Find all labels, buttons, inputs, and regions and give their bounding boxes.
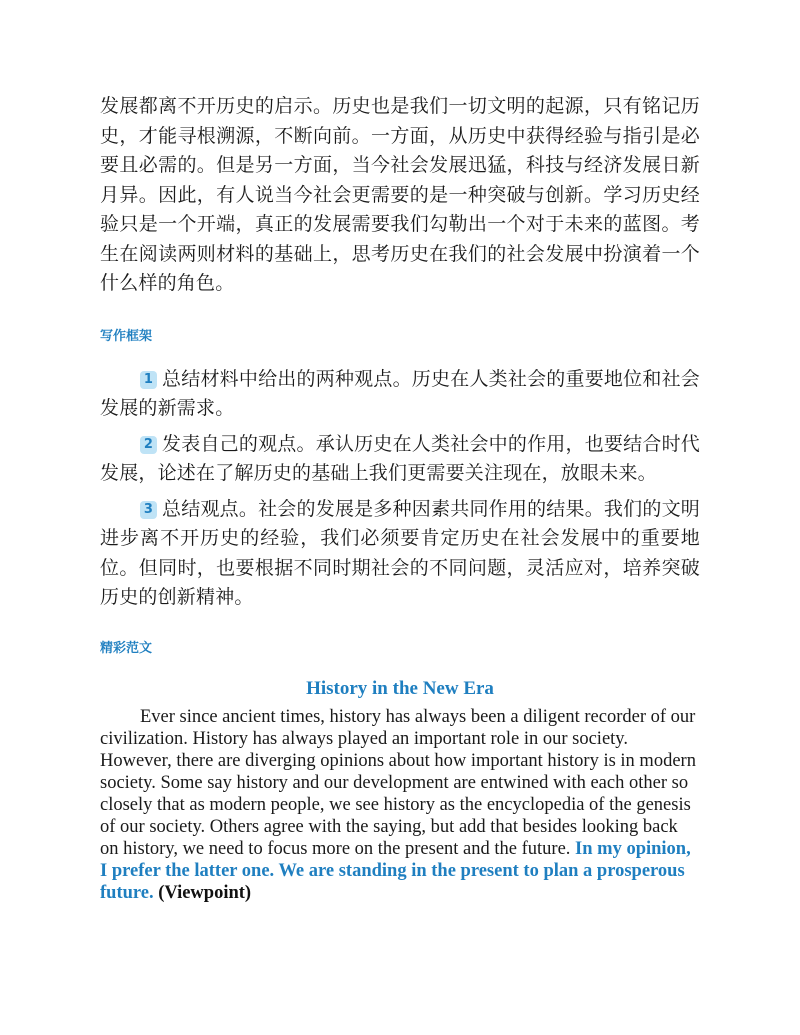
essay-title: History in the New Era [306,677,494,699]
framework-item-text: 发表自己的观点。承认历史在人类社会中的作用，也要结合时代发展，论述在了解历史的基础上我们更需要关注现在，放眼未来。 [100,432,700,484]
essay-body-text: Ever since ancient times, history has always been a diligent recorder of our civilization. History has always played an important role in our society. However, there are diverging opinions about how important history is in modern society. Some say history and our development are entwined with each other so closely that as modern people, we see history as the encyclopedia of the genesis of our society. Others agree with the saying, but add that besides looking back on history, we need to focus more on the present and the future. [100,706,696,859]
framework-item-text: 总结观点。社会的发展是多种因素共同作用的结果。我们的文明进步离不开历史的经验，我们必须要肯定历史在社会发展中的重要地位。但同时，也要根据不同时期社会的不同问题，灵活应对，培养突破历史的创新精神。 [100,497,700,608]
intro-paragraph: 发展都离不开历史的启示。历史也是我们一切文明的起源，只有铭记历史，才能寻根溯源，不断向前。一方面，从历史中获得经验与指引是必要且必需的。但是另一方面，当今社会发展迅猛，科技与经济发展日新月异。因此，有人说当今社会更需要的是一种突破与创新。学习历史经验只是一个开端，真正的发展需要我们勾勒出一个对于未来的蓝图。考生在阅读两则材料的基础上，思考历史在我们的社会发展中扮演着一个什么样的角色。 [100,95,700,294]
number-badge: 3 [140,501,157,519]
essay-body [100,706,700,904]
model-essay-heading: 精彩范文 [100,640,153,656]
framework-item-2 [100,430,700,489]
framework-item-3 [100,495,700,613]
number-badge: 1 [140,371,157,389]
essay-highlight: In my opinion, I prefer the latter one. We are standing in the present to plan a prosperous future. [100,838,691,903]
document-page [100,92,700,904]
framework-item-text: 总结材料中给出的两种观点。历史在人类社会的重要地位和社会发展的新需求。 [100,367,700,419]
viewpoint-label: (Viewpoint) [158,882,252,903]
framework-item-1 [100,365,700,424]
framework-list [100,365,700,613]
framework-heading: 写作框架 [100,328,153,344]
number-badge: 2 [140,436,157,454]
